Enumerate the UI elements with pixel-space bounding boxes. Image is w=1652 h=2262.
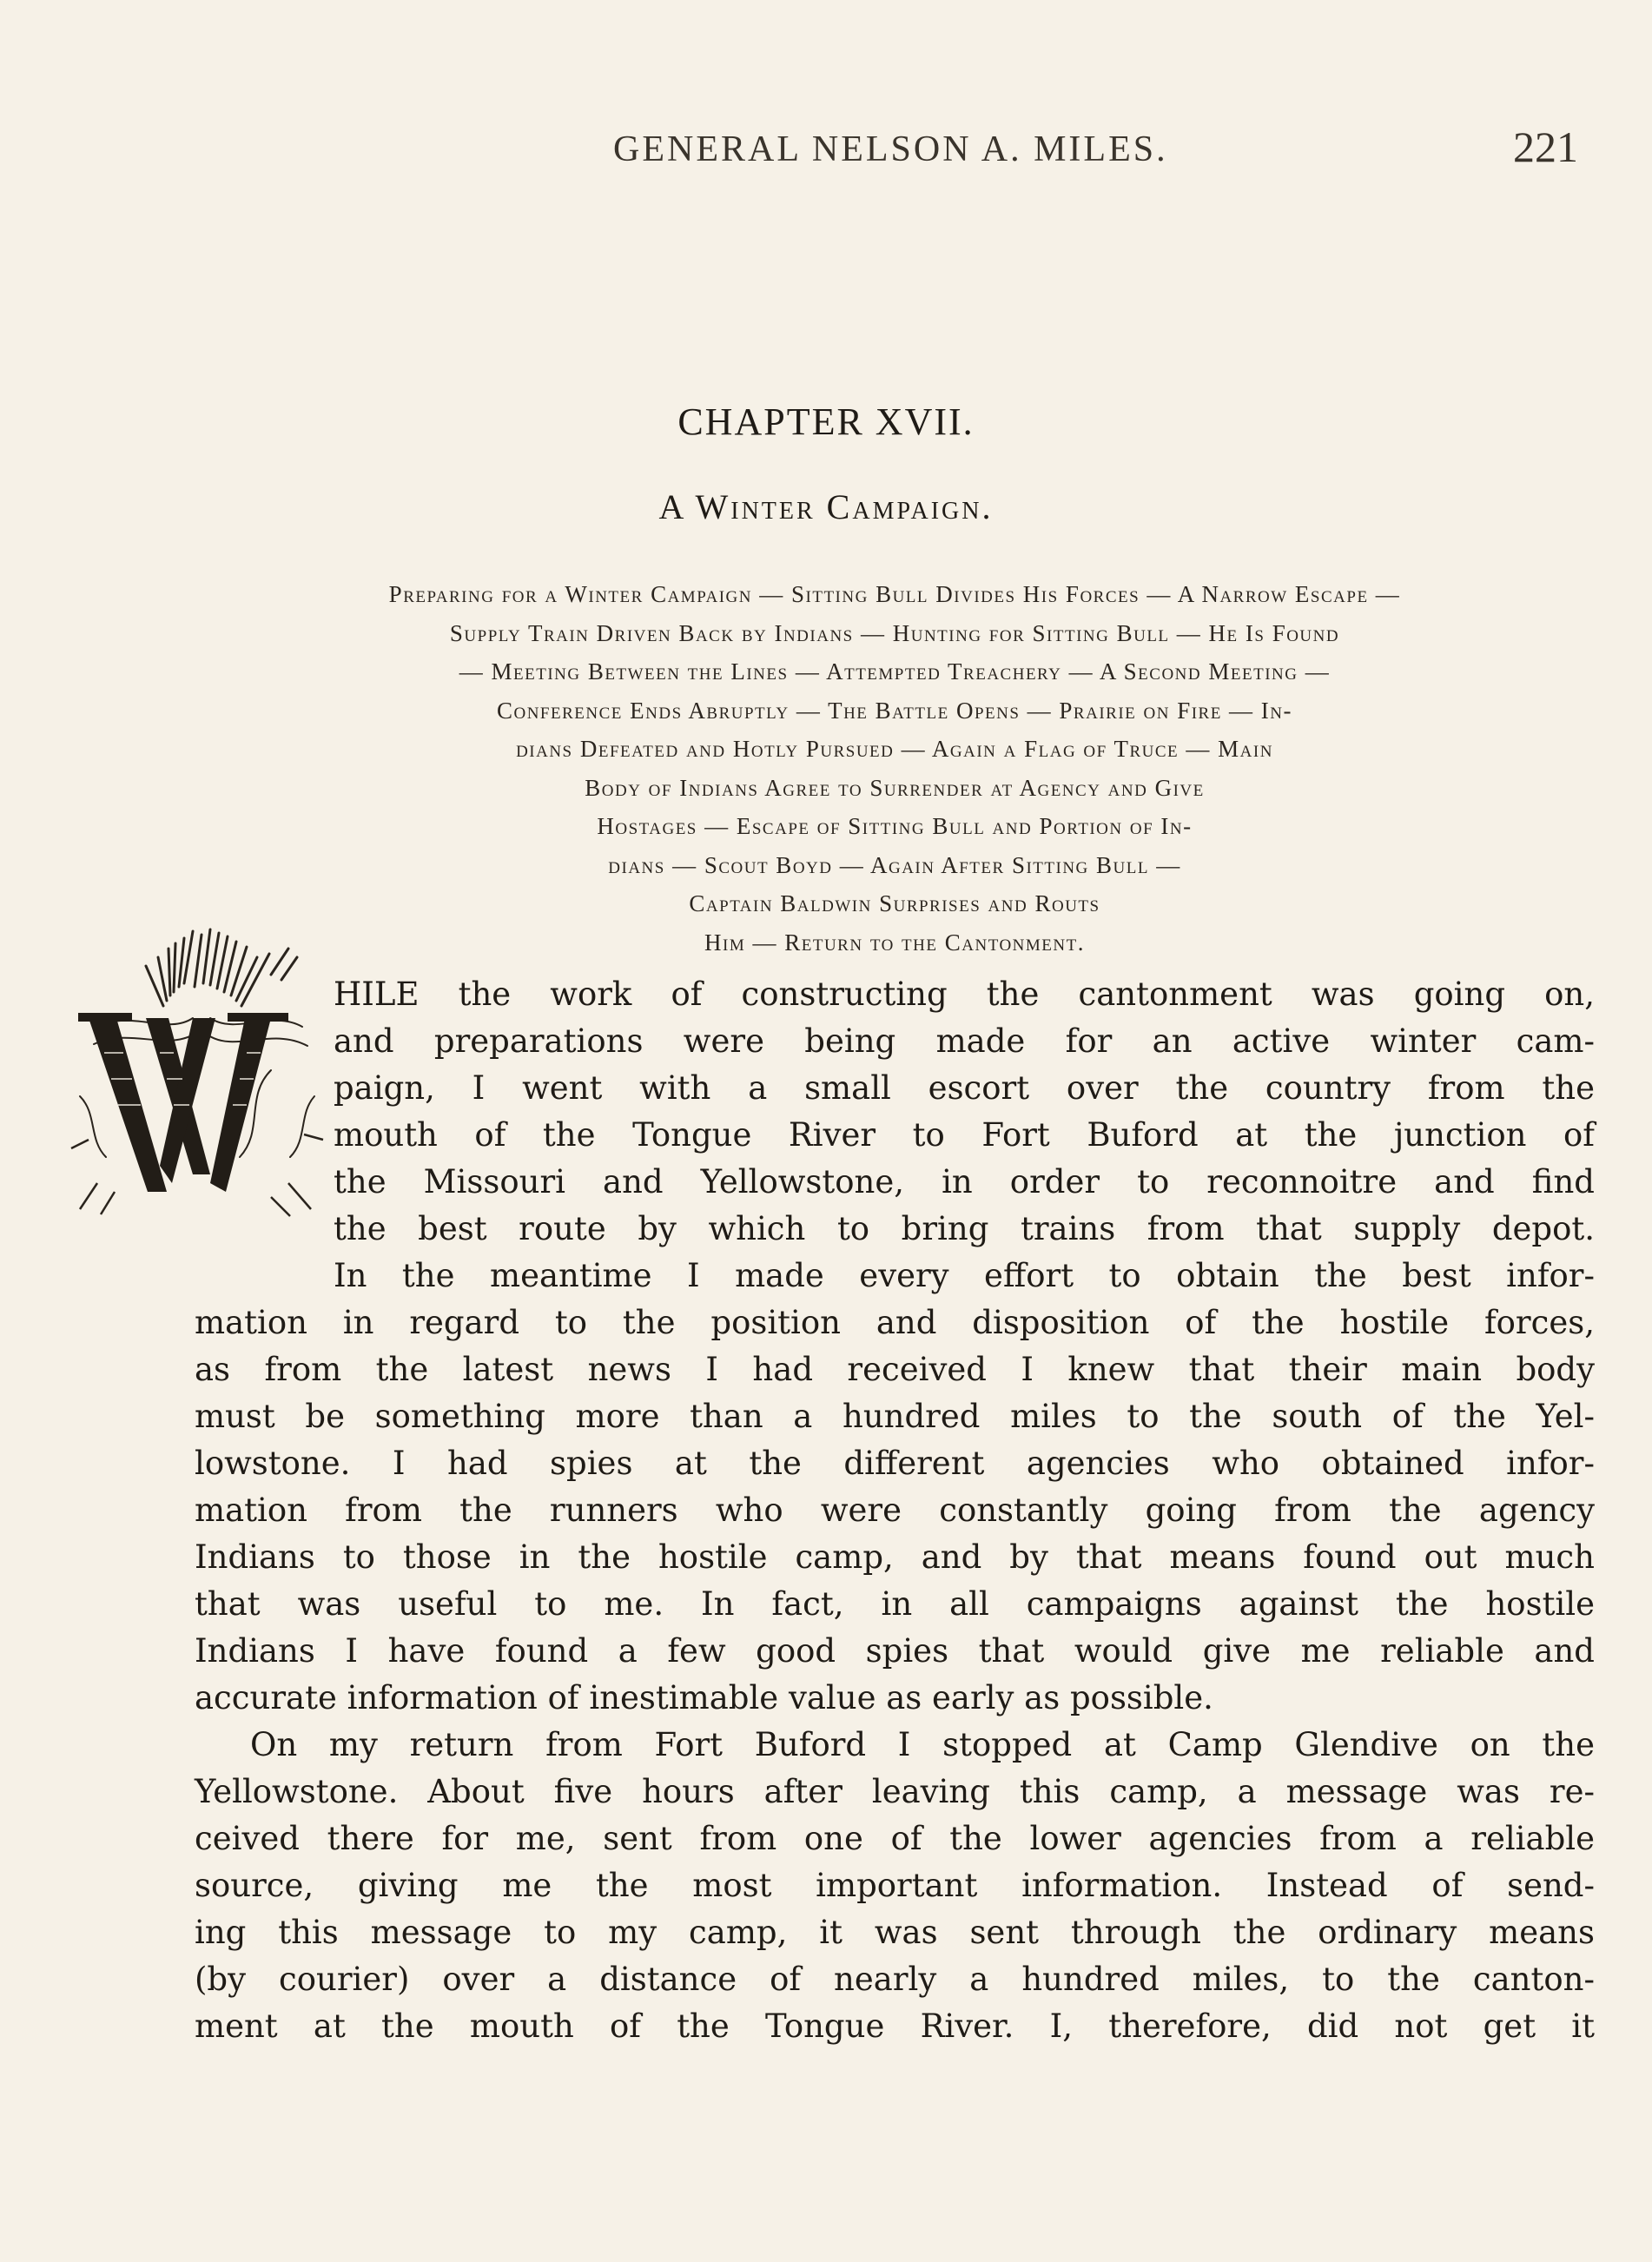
body-line: Yellowstone. About five hours after leaving this camp, a message was re- [195,1773,1595,1810]
running-head: GENERAL NELSON A. MILES. [613,129,1168,169]
synopsis-line: Supply Train Driven Back by Indians — Hunting for Sitting Bull — He Is Found [449,619,1340,646]
body-line: as from the latest news I had received I knew that their main body [195,1351,1595,1388]
body-line: that was useful to me. In fact, in all campaigns against the hostile [195,1585,1595,1623]
body-line: (by courier) over a distance of nearly a hundred miles, to the canton- [195,1961,1595,1998]
body-line: accurate information of inestimable value as early as possible. [195,1679,1213,1716]
body-line: the best route by which to bring trains from that supply depot. [334,1210,1595,1247]
synopsis-line: Conference Ends Abruptly — The Battle Opens — Prairie on Fire — In- [496,697,1293,724]
synopsis-line: Body of Indians Agree to Surrender at Agency and Give [585,774,1205,801]
synopsis-line: — Meeting Between the Lines — Attempted Treachery — A Second Meeting — [459,658,1331,685]
body-text [195,971,1595,2050]
body-line: Indians to those in the hostile camp, and by that means found out much [195,1538,1595,1576]
synopsis-line: dians Defeated and Hotly Pursued — Again a Flag of Truce — Main [516,736,1273,762]
body-line: paign, I went with a small escort over the country from the [334,1069,1595,1107]
chapter-synopsis [191,575,1598,962]
body-line: In the meantime I made every effort to obtain the best infor- [334,1257,1595,1294]
body-line: ing this message to my camp, it was sent through the ordinary means [195,1914,1595,1951]
body-line: HILE the work of constructing the cantonment was going on, [334,976,1595,1013]
body-line: On my return from Fort Buford I stopped at Camp Glendive on the [250,1726,1595,1763]
body-line: ceived there for me, sent from one of the lower agencies from a reliable [195,1820,1595,1857]
body-line: Indians I have found a few good spies that would give me reliable and [195,1632,1595,1670]
synopsis-line: Hostages — Escape of Sitting Bull and Portion of In- [597,813,1193,839]
body-line: and preparations were being made for an active winter cam- [334,1022,1595,1060]
body-line: mouth of the Tongue River to Fort Buford at the junction of [334,1116,1595,1154]
chapter-title: CHAPTER XVII. [677,400,975,443]
chapter-subtitle: A Winter Campaign. [658,487,994,526]
synopsis-line: dians — Scout Boyd — Again After Sitting Bull — [608,851,1181,878]
synopsis-line: Him — Return to the Cantonment. [704,929,1085,956]
page-number: 221 [1513,122,1578,171]
body-line: mation from the runners who were constantly going from the agency [195,1491,1595,1529]
body-line: the Missouri and Yellowstone, in order to reconnoitre and find [334,1163,1595,1200]
synopsis-line: Preparing for a Winter Campaign — Sitting Bull Divides His Forces — A Narrow Escape — [388,581,1401,607]
body-line: must be something more than a hundred miles to the south of the Yel- [195,1398,1595,1435]
body-line: ment at the mouth of the Tongue River. I, therefore, did not get it [195,2007,1595,2045]
body-line: mation in regard to the position and disposition of the hostile forces, [195,1304,1595,1341]
synopsis-line: Captain Baldwin Surprises and Routs [689,890,1100,916]
body-line: lowstone. I had spies at the different agencies who obtained infor- [195,1445,1595,1482]
body-line: source, giving me the most important information. Instead of send- [195,1867,1595,1904]
